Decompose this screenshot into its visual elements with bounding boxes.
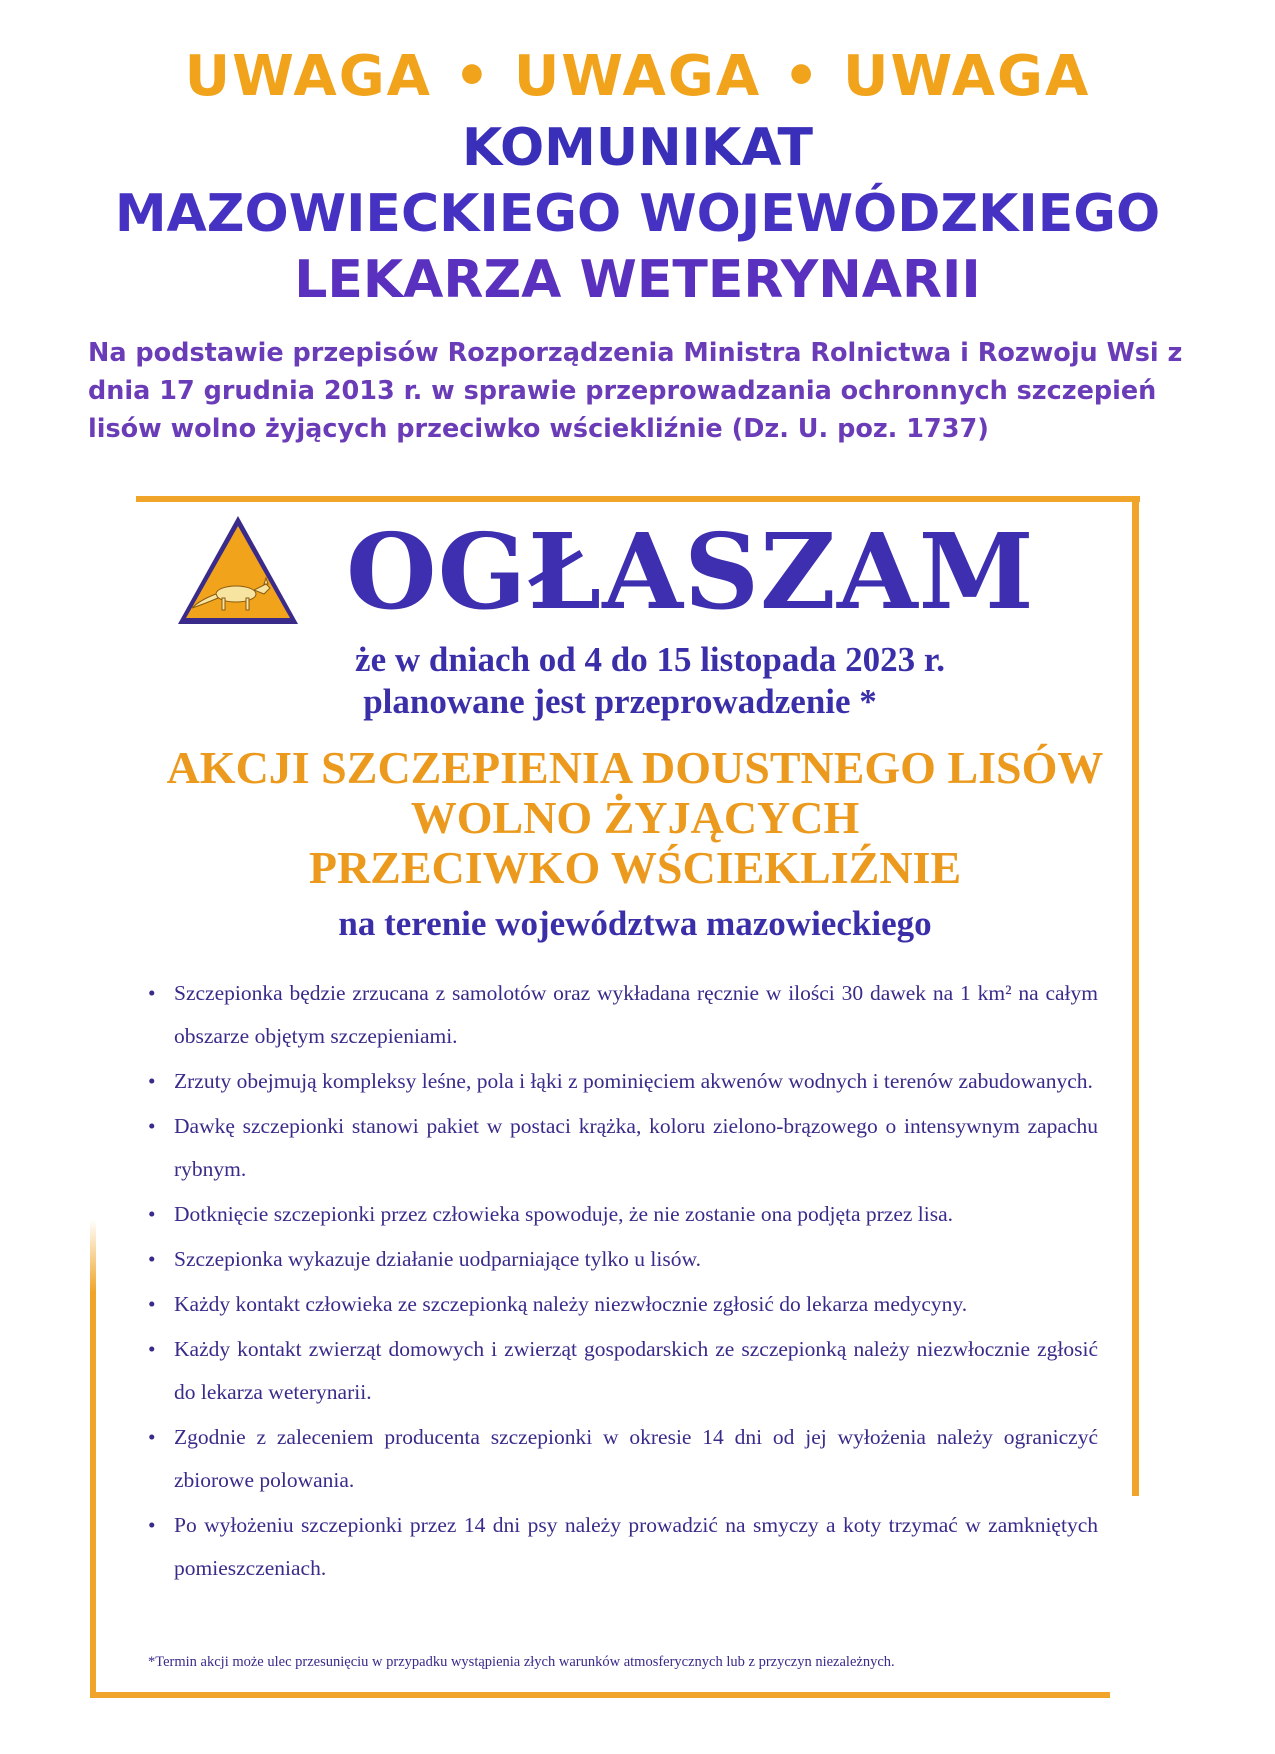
list-item: • Po wyłożeniu szczepionki przez 14 dni psy należy prowadzić na smyczy a koty trzymać w zamkniętych pomieszczeniach. [148,1504,1098,1590]
uwaga-banner [0,44,1275,109]
title-line-komunikat: KOMUNIKAT [462,118,813,178]
list-item: • Zrzuty obejmują kompleksy leśne, pola i łąki z pominięciem akwenów wodnych i terenów zabudowanych. [148,1060,1098,1103]
legal-basis: Na podstawie przepisów Rozporządzenia Ministra Rolnictwa i Rozwoju Wsi z dnia 17 grudnia 2013 r. w sprawie przeprowadzania ochronnych szczepień lisów wolno żyjących przeciwko wściekliźnie (Dz. U. poz. 1737) [88,338,1183,444]
frame-top-border [136,496,1140,502]
planned-line: planowane jest przeprowadzenie * [363,682,877,721]
area-line: na terenie województwa mazowieckiego [338,904,932,943]
action-line: WOLNO ŻYJĄCYCH [410,792,860,843]
action-line: AKCJI SZCZEPIENIA DOUSTNEGO LISÓW [166,742,1104,793]
list-item: • Zgodnie z zaleceniem producenta szczepionki w okresie 14 dni od jej wyłożenia należy ograniczyć zbiorowe polowania. [148,1416,1098,1502]
list-item: • Każdy kontakt człowieka ze szczepionką należy niezwłocznie zgłosić do lekarza medycyny. [148,1283,1098,1326]
announcement-heading: OGŁASZAM [346,510,1035,633]
title-line-mazowieckiego: MAZOWIECKIEGO WOJEWÓDZKIEGO [114,184,1161,244]
dates-line: że w dniach od 4 do 15 listopada 2023 r. [355,640,945,679]
list-item: • Szczepionka wykazuje działanie uodparniające tylko u lisów. [148,1238,1098,1281]
list-item: • Dawkę szczepionki stanowi pakiet w postaci krążka, koloru zielono-brązowego o intensywnym zapachu rybnym. [148,1105,1098,1191]
uwaga-word: UWAGA [513,44,762,109]
frame-left-border [90,1220,96,1698]
uwaga-separator: • [454,44,492,109]
uwaga-word: UWAGA [842,44,1091,109]
title-line-lekarza: LEKARZA WETERYNARII [294,250,981,310]
action-line: PRZECIWKO WŚCIEKLIŹNIE [308,842,962,893]
list-item: • Szczepionka będzie zrzucana z samolotów oraz wykładana ręcznie w ilości 30 dawek na 1 km² na całym obszarze objętym szczepieniami. [148,972,1098,1058]
footnote: *Termin akcji może ulec przesunięciu w przypadku wystąpienia złych warunków atmosferycznych lub z przyczyn niezależnych. [148,1654,895,1670]
uwaga-separator: • [783,44,821,109]
list-item: • Dotknięcie szczepionki przez człowieka spowoduje, że nie zostanie ona podjęta przez lisa. [148,1193,1098,1236]
frame-bottom-border [90,1692,1110,1698]
fox-warning-sign-icon [174,512,302,630]
info-list [148,972,1098,1590]
uwaga-word: UWAGA [184,44,433,109]
list-item: • Każdy kontakt zwierząt domowych i zwierząt gospodarskich ze szczepionką należy niezwłocznie zgłosić do lekarza weterynarii. [148,1328,1098,1414]
